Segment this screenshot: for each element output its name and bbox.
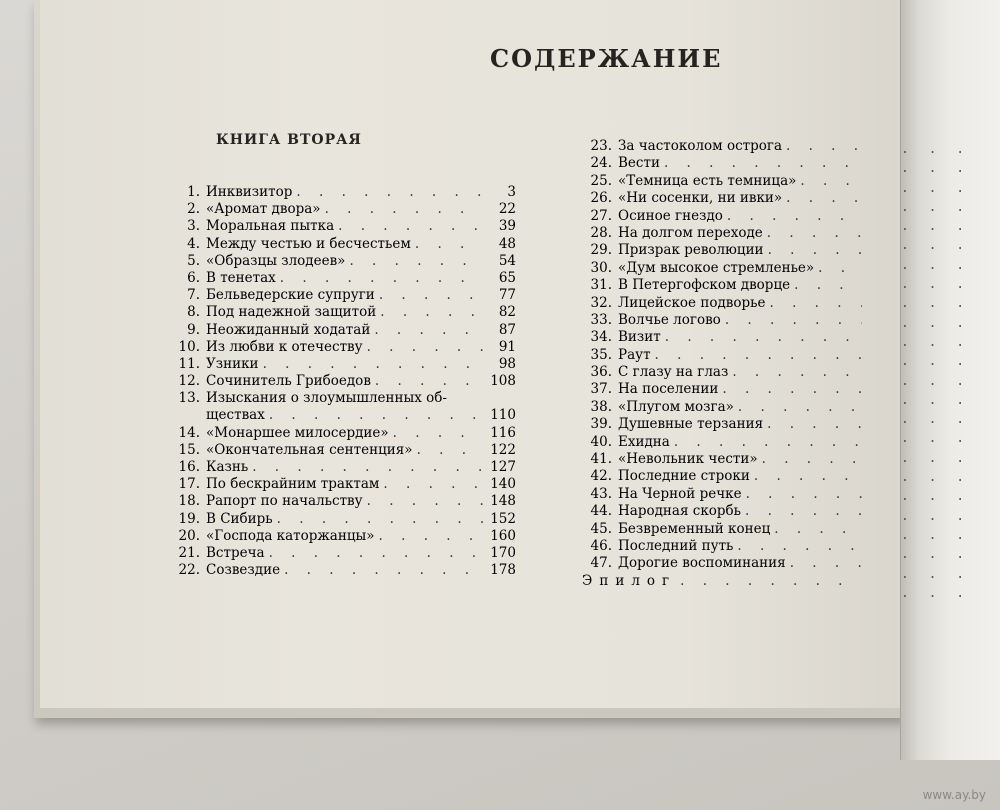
toc-entry-number: 15.	[178, 441, 200, 458]
toc-entry-title: «Невольник чести»	[618, 451, 758, 468]
toc-entry-title: В Сибирь	[206, 510, 273, 527]
toc-entry	[166, 218, 516, 235]
toc-right-column	[576, 138, 866, 590]
toc-entry	[166, 476, 516, 493]
toc-entry	[166, 270, 516, 287]
dot-leader	[415, 236, 484, 253]
toc-entry	[576, 138, 866, 155]
dot-leader	[754, 468, 862, 485]
dot-leader	[338, 218, 484, 235]
toc-entry	[166, 201, 516, 218]
toc-entry-title: «Ни сосенки, ни ивки»	[618, 190, 783, 207]
toc-entry	[166, 425, 516, 442]
toc-entry-number: 18.	[178, 493, 200, 510]
toc-entry	[166, 459, 516, 476]
toc-entry	[166, 528, 516, 545]
toc-entry-title: Лицейское подворье	[618, 294, 766, 311]
toc-entry-number: 46.	[590, 537, 612, 554]
book-heading: КНИГА ВТОРАЯ	[216, 132, 362, 148]
toc-entry-title: Сочинитель Грибоедов	[206, 373, 371, 390]
toc-entry-title: Ехидна	[618, 433, 670, 450]
toc-entry-title: Моральная пытка	[206, 218, 335, 235]
toc-entry-number: 43.	[590, 485, 612, 502]
dot-leader	[725, 312, 862, 329]
toc-entry-title: Бельведерские супруги	[206, 287, 375, 304]
toc-entry-number: 36.	[590, 364, 612, 381]
toc-entry-title: Последний путь	[618, 537, 734, 554]
toc-entry-number: 28.	[590, 224, 612, 241]
dot-leader	[762, 451, 862, 468]
dot-leader	[774, 521, 862, 538]
toc-entry-number: 4.	[187, 235, 200, 252]
toc-entry	[166, 339, 516, 356]
toc-entry-number: 30.	[590, 259, 612, 276]
toc-entry-title: Эпилог	[582, 572, 677, 589]
toc-entry	[576, 208, 866, 225]
toc-entry-page: 77	[498, 287, 516, 304]
toc-entry	[576, 555, 866, 572]
dot-leader	[767, 416, 862, 433]
toc-entry-title: В тенетах	[206, 269, 276, 286]
toc-entry-title: «Образцы злодеев»	[206, 252, 346, 269]
toc-entry-number: 23.	[590, 138, 612, 154]
toc-entry-title: Вести	[618, 155, 660, 172]
dot-leader	[269, 407, 484, 424]
toc-entry-number: 3.	[187, 218, 200, 235]
toc-entry	[576, 381, 866, 398]
dot-leader	[722, 381, 862, 398]
toc-entry	[576, 295, 866, 312]
toc-entry-title: Дорогие воспоминания	[618, 555, 786, 572]
toc-left-column	[166, 184, 516, 579]
toc-entry-title: С глазу на глаз	[618, 364, 729, 381]
toc-entry-page: 127	[490, 459, 516, 475]
toc-entry-number: 38.	[590, 398, 612, 415]
toc-entry	[166, 493, 516, 510]
toc-entry-number: 44.	[590, 503, 612, 520]
toc-entry-page: 178	[490, 562, 516, 579]
dot-leader	[263, 356, 484, 373]
dot-leader	[375, 373, 484, 390]
toc-entry	[166, 442, 516, 459]
toc-entry-title: Безвременный конец	[618, 520, 771, 537]
toc-entry-number: 24.	[590, 155, 612, 172]
dot-leader	[770, 295, 863, 312]
toc-entry-number: 10.	[178, 338, 200, 355]
toc-entry-number: 47.	[590, 555, 612, 572]
toc-entry-page: 65	[498, 269, 516, 286]
dot-leader	[746, 486, 862, 503]
toc-entry-number: 8.	[187, 304, 200, 321]
toc-entry-title: Последние строки	[618, 468, 750, 485]
toc-entry-number: 34.	[590, 329, 612, 346]
toc-entry-number: 13.	[178, 390, 200, 407]
toc-entry-page: 87	[498, 321, 516, 338]
toc-entry	[166, 356, 516, 373]
dot-leader	[800, 173, 862, 190]
dot-leader	[380, 304, 484, 321]
toc-entry-title: Казнь	[206, 459, 249, 475]
toc-entry-title: За частоколом острога	[618, 138, 782, 154]
toc-entry-title: Волчье логово	[618, 311, 721, 328]
dot-leader	[737, 538, 862, 555]
page-title: СОДЕРЖАНИЕ	[490, 44, 723, 73]
toc-entry	[576, 329, 866, 346]
toc-entry-number: 21.	[178, 544, 200, 561]
dot-leader	[296, 184, 484, 201]
dot-leader	[379, 287, 484, 304]
toc-entry-title: На поселении	[618, 381, 719, 398]
toc-entry-number: 1.	[187, 184, 200, 200]
dot-leader	[269, 545, 484, 562]
dot-leader	[794, 277, 862, 294]
dot-leader	[790, 555, 862, 572]
toc-entry	[576, 225, 866, 242]
toc-entry-title: «Окончательная сентенция»	[206, 441, 413, 458]
toc-entry	[166, 373, 516, 390]
toc-entry-page: 116	[490, 424, 516, 441]
toc-entry-number: 19.	[178, 510, 200, 527]
toc-entry	[576, 399, 866, 416]
toc-entry-number: 26.	[590, 190, 612, 207]
toc-entry-title: Осиное гнездо	[618, 207, 723, 224]
toc-entry	[166, 322, 516, 339]
toc-entry-title: «Темница есть темница»	[618, 172, 797, 189]
dot-leader	[383, 476, 484, 493]
toc-entry-title: «Монаршее милосердие»	[206, 424, 389, 441]
toc-entry-number: 17.	[178, 476, 200, 493]
toc-entry	[166, 545, 516, 562]
dot-leader	[745, 503, 862, 520]
toc-entry	[576, 486, 866, 503]
toc-entry-title: Созвездие	[206, 562, 281, 579]
toc-entry-page: 170	[490, 544, 516, 561]
dot-leader	[664, 155, 862, 172]
toc-entry	[576, 312, 866, 329]
toc-entry-number: 45.	[590, 520, 612, 537]
dot-leader	[767, 225, 862, 242]
toc-entry-number: 9.	[187, 321, 200, 338]
toc-entry-number: 2.	[187, 201, 200, 218]
toc-entry	[166, 236, 516, 253]
dot-leader	[768, 242, 862, 259]
dot-leader	[349, 253, 484, 270]
toc-entry-title: Встреча	[206, 544, 265, 561]
toc-entry	[576, 260, 866, 277]
toc-entry-number: 14.	[178, 424, 200, 441]
toc-entry	[166, 511, 516, 528]
toc-entry-number: 29.	[590, 242, 612, 259]
toc-entry-number: 7.	[187, 287, 200, 304]
dot-leader	[252, 459, 484, 476]
toc-entry-title: Призрак революции	[618, 242, 764, 259]
toc-entry-page: 54	[498, 252, 516, 269]
toc-entry-number: 6.	[187, 269, 200, 286]
toc-entry-title: Рапорт по начальству	[206, 493, 363, 510]
toc-entry	[166, 253, 516, 270]
toc-entry	[576, 173, 866, 190]
toc-entry	[576, 503, 866, 520]
toc-entry	[576, 277, 866, 294]
toc-entry-page: 108	[490, 373, 516, 390]
toc-entry-title: Душевные терзания	[618, 416, 764, 433]
dot-leader	[727, 208, 862, 225]
toc-entry-title: В Петергофском дворце	[618, 277, 791, 294]
toc-entry	[576, 364, 866, 381]
toc-entry-title: Раут	[618, 346, 651, 363]
toc-entry-title: Между честью и бесчестьем	[206, 235, 411, 252]
toc-entry-number: 5.	[187, 252, 200, 269]
toc-entry	[576, 538, 866, 555]
toc-entry-title: На долгом переходе	[618, 224, 763, 241]
toc-entry-title: «Дум высокое стремленье»	[618, 259, 815, 276]
toc-entry-title: На Черной речке	[618, 485, 742, 502]
toc-entry	[576, 155, 866, 172]
toc-entry	[166, 562, 516, 579]
toc-entry-number: 27.	[590, 207, 612, 224]
toc-entry	[166, 304, 516, 321]
toc-entry-title: По бескрайним трактам	[206, 476, 380, 493]
toc-entry-number: 32.	[590, 294, 612, 311]
dot-leader	[277, 511, 484, 528]
toc-entry-number: 16.	[178, 459, 200, 475]
toc-entry-number: 33.	[590, 311, 612, 328]
toc-entry	[576, 434, 866, 451]
dot-leader	[818, 260, 862, 277]
toc-entry	[576, 242, 866, 259]
toc-entry-title: Инквизитор	[206, 184, 293, 200]
dot-leader	[393, 425, 484, 442]
toc-entry-title: «Господа каторжанцы»	[206, 527, 375, 544]
toc-entry-page: 152	[490, 510, 516, 527]
toc-entry-title: «Аромат двора»	[206, 201, 321, 218]
dot-leader	[367, 339, 484, 356]
next-page-curl	[900, 0, 1000, 760]
dot-leader	[732, 364, 862, 381]
watermark: www.ay.by	[922, 788, 986, 802]
dot-leader	[655, 347, 862, 364]
toc-entry-title: Изыскания о злоумышленных об-	[206, 390, 447, 407]
toc-entry-number: 41.	[590, 451, 612, 468]
toc-entry-number: 40.	[590, 433, 612, 450]
next-page-dot-leaders: . . . . . . . . . . . . . . . . . . . . . . . . . . . . . . . . . . . . . . . . . . . . . . . . . . . . . . . . . . . . . . . . . . . . . . . .	[901, 142, 971, 601]
toc-entry-title: Под надежной защитой	[206, 304, 377, 321]
dot-leader	[674, 434, 862, 451]
toc-entry-title: Неожиданный ходатай	[206, 321, 371, 338]
toc-entry	[576, 190, 866, 207]
toc-entry-title: Из любви к отечеству	[206, 338, 363, 355]
dot-leader	[738, 399, 862, 416]
dot-leader	[665, 329, 862, 346]
dot-leader	[284, 562, 484, 579]
dot-leader	[325, 201, 484, 218]
dot-leader	[280, 270, 484, 287]
toc-entry-number: 37.	[590, 381, 612, 398]
toc-entry-number: 25.	[590, 172, 612, 189]
toc-entry-title: «Плугом мозга»	[618, 398, 734, 415]
dot-leader	[367, 493, 484, 510]
toc-entry-number: 39.	[590, 416, 612, 433]
toc-entry-page: 91	[498, 338, 516, 355]
toc-entry	[576, 468, 866, 485]
toc-entry-page: 160	[490, 527, 516, 544]
toc-entry-number: 20.	[178, 527, 200, 544]
toc-entry-number: 42.	[590, 468, 612, 485]
dot-leader	[417, 442, 484, 459]
toc-entry	[166, 184, 516, 201]
toc-entry	[576, 451, 866, 468]
toc-entry	[166, 287, 516, 304]
toc-entry-page: 82	[498, 304, 516, 321]
toc-entry-page: 110	[490, 407, 516, 424]
dot-leader	[374, 322, 484, 339]
toc-entry-number: 22.	[178, 562, 200, 579]
toc-entry-page: 3	[507, 184, 516, 200]
toc-entry-page: 140	[490, 476, 516, 493]
dot-leader	[379, 528, 484, 545]
dot-leader	[786, 138, 862, 155]
dot-leader	[680, 573, 862, 590]
dot-leader	[786, 190, 862, 207]
toc-entry-title: Визит	[618, 329, 661, 346]
toc-entry-number: 11.	[178, 355, 200, 372]
toc-entry-number: 31.	[590, 277, 612, 294]
toc-entry	[576, 347, 866, 364]
toc-entry-title: Узники	[206, 355, 259, 372]
toc-entry	[576, 573, 866, 590]
toc-entry-page: 39	[498, 218, 516, 235]
toc-entry	[576, 416, 866, 433]
toc-entry-page: 22	[498, 201, 516, 218]
toc-entry-page: 98	[498, 355, 516, 372]
toc-entry	[576, 521, 866, 538]
toc-entry-page: 148	[490, 493, 516, 510]
toc-entry-title: Народная скорбь	[618, 503, 742, 520]
toc-entry-page: 122	[490, 441, 516, 458]
toc-entry	[166, 407, 516, 424]
toc-entry-number: 35.	[590, 346, 612, 363]
toc-entry-page: 48	[498, 235, 516, 252]
toc-entry-title: ществах	[206, 407, 265, 424]
toc-entry-number: 12.	[178, 373, 200, 390]
toc-entry	[166, 390, 516, 407]
